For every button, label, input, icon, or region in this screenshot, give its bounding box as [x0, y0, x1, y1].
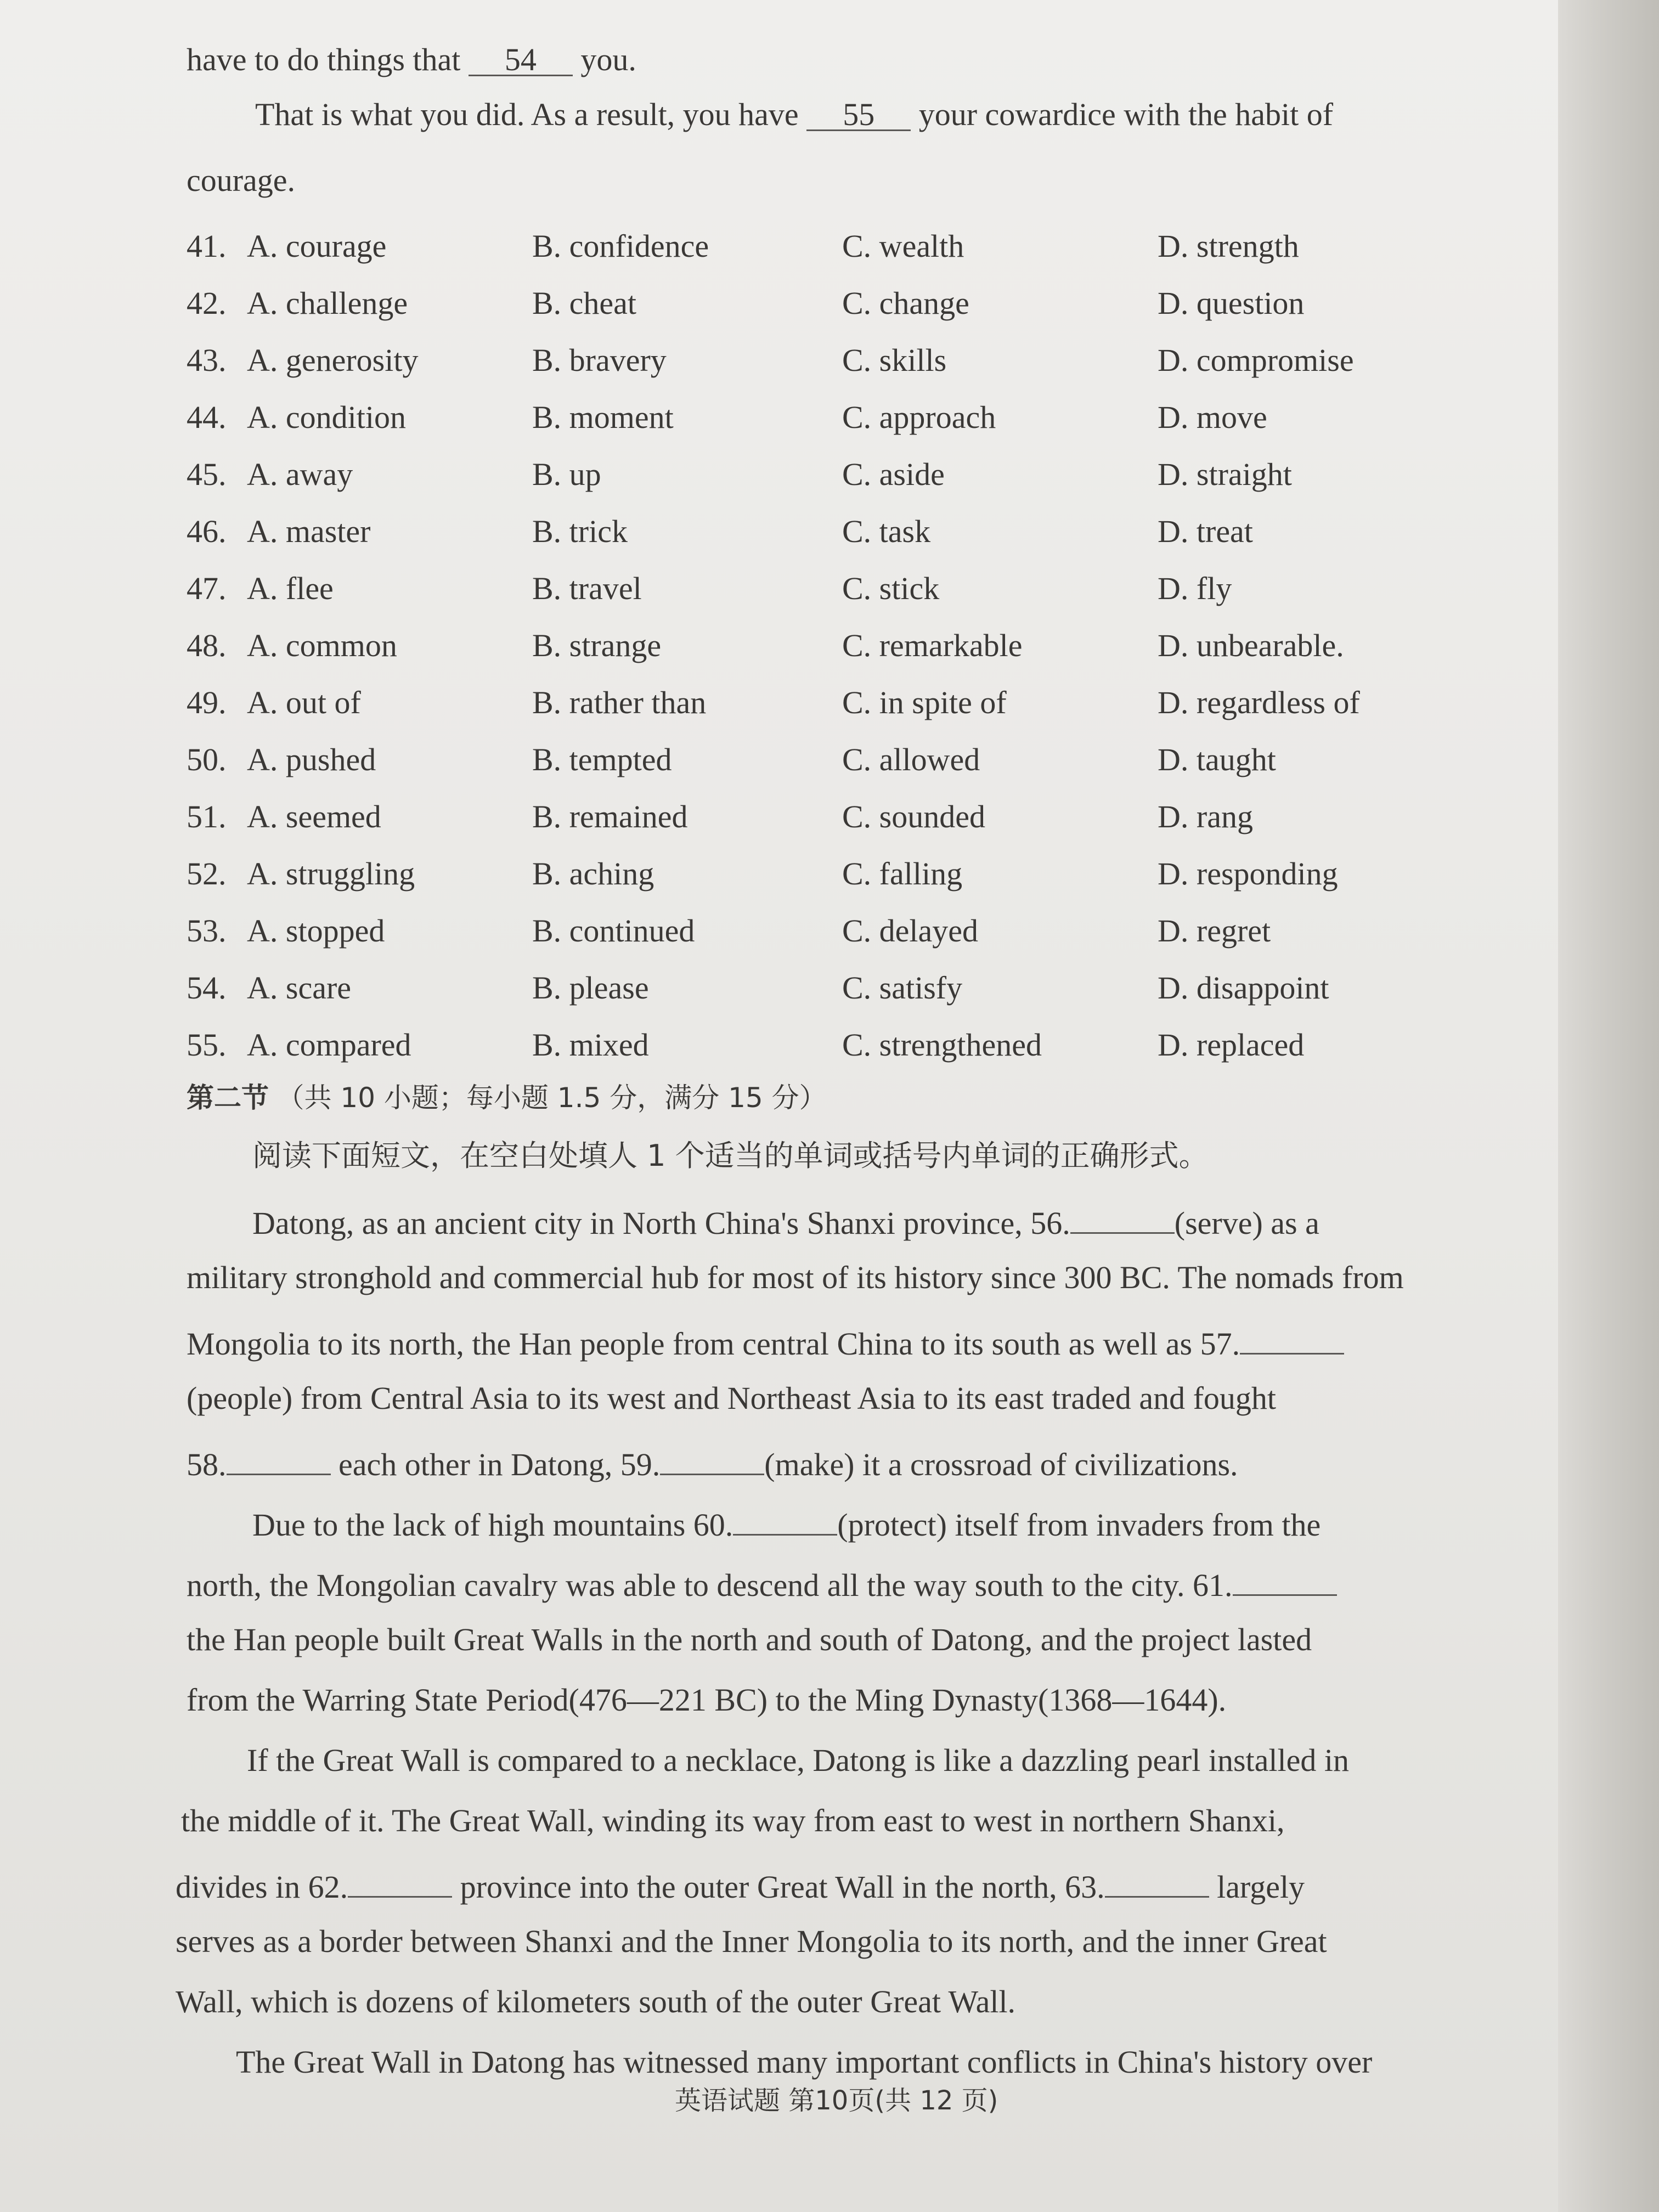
question-number: 47.: [187, 571, 227, 606]
option-row: [187, 456, 1503, 497]
option-b[interactable]: B. remained: [532, 799, 688, 834]
option-a[interactable]: A. generosity: [247, 342, 419, 378]
option-d[interactable]: D. treat: [1158, 514, 1253, 549]
option-b[interactable]: B. aching: [532, 856, 654, 891]
question-number: 44.: [187, 399, 227, 435]
question-number: 41.: [187, 228, 227, 264]
option-c[interactable]: C. sounded: [842, 799, 985, 834]
p3-line-1: If the Great Wall is compared to a necklace, Datong is like a dazzling pearl installed in: [247, 1742, 1349, 1778]
option-b[interactable]: B. tempted: [532, 742, 672, 777]
option-b[interactable]: B. trick: [532, 514, 628, 549]
option-b[interactable]: B. continued: [532, 913, 695, 949]
option-b[interactable]: B. confidence: [532, 228, 709, 264]
question-number: 48.: [187, 628, 227, 663]
option-d[interactable]: D. strength: [1158, 228, 1299, 264]
option-d[interactable]: D. disappoint: [1158, 970, 1329, 1006]
question-number: 46.: [187, 514, 227, 549]
option-d[interactable]: D. move: [1158, 399, 1267, 435]
option-d[interactable]: D. straight: [1158, 456, 1292, 492]
option-c[interactable]: C. satisfy: [842, 970, 963, 1006]
question-number: 50.: [187, 742, 227, 777]
section-header: 第二节 （共 10 小题；每小题 1.5 分，满分 15 分）: [187, 1082, 827, 1114]
option-c[interactable]: C. skills: [842, 342, 947, 378]
question-number: 54.: [187, 970, 227, 1006]
option-b[interactable]: B. strange: [532, 628, 662, 663]
option-a[interactable]: A. seemed: [247, 799, 381, 834]
option-a[interactable]: A. away: [247, 456, 353, 492]
p2-line-3: the Han people built Great Walls in the north and south of Datong, and the project lasted: [187, 1622, 1312, 1657]
option-d[interactable]: D. regardless of: [1158, 685, 1360, 720]
p1-line-1: Datong, as an ancient city in North China's Shanxi province, 56. (serve) as a: [252, 1201, 1319, 1239]
p1-line-2: military stronghold and commercial hub for most of its history since 300 BC. The nomads from: [187, 1260, 1404, 1295]
option-c[interactable]: C. delayed: [842, 913, 979, 949]
blank-62[interactable]: [348, 1865, 452, 1898]
question-number: 55.: [187, 1027, 227, 1063]
option-row: [187, 630, 1503, 668]
option-row: [187, 1029, 1503, 1068]
p2-line-4: from the Warring State Period(476—221 BC) to the Ming Dynasty(1368—1644).: [187, 1682, 1227, 1718]
option-a[interactable]: A. scare: [247, 970, 352, 1006]
option-d[interactable]: D. question: [1158, 285, 1305, 321]
option-c[interactable]: C. falling: [842, 856, 963, 891]
option-a[interactable]: A. out of: [247, 685, 361, 720]
p3-line-2: the middle of it. The Great Wall, winding its way from east to west in northern Shanxi,: [181, 1803, 1285, 1838]
option-b[interactable]: B. please: [532, 970, 649, 1006]
option-c[interactable]: C. wealth: [842, 228, 964, 264]
option-row: [187, 858, 1503, 896]
option-d[interactable]: D. unbearable.: [1158, 628, 1344, 663]
question-number: 45.: [187, 456, 227, 492]
option-row: [187, 801, 1503, 839]
option-b[interactable]: B. up: [532, 456, 601, 492]
option-d[interactable]: D. fly: [1158, 571, 1232, 606]
option-d[interactable]: D. taught: [1158, 742, 1276, 777]
blank-54[interactable]: 54: [469, 44, 573, 76]
option-d[interactable]: D. compromise: [1158, 342, 1354, 378]
blank-58[interactable]: [227, 1443, 331, 1475]
p1-line-4: (people) from Central Asia to its west and Northeast Asia to its east traded and fought: [187, 1380, 1277, 1416]
question-number: 42.: [187, 285, 227, 321]
option-row: [187, 342, 1503, 383]
option-a[interactable]: A. flee: [247, 571, 334, 606]
p4-line-1: The Great Wall in Datong has witnessed many important conflicts in China's history over: [236, 2044, 1373, 2080]
question-number: 49.: [187, 685, 227, 720]
option-a[interactable]: A. compared: [247, 1027, 411, 1063]
option-b[interactable]: B. rather than: [532, 685, 707, 720]
option-c[interactable]: C. strengthened: [842, 1027, 1042, 1063]
blank-59[interactable]: [660, 1443, 764, 1475]
option-row: [187, 744, 1503, 782]
option-d[interactable]: D. responding: [1158, 856, 1338, 891]
option-row: [187, 287, 1503, 326]
option-a[interactable]: A. struggling: [247, 856, 415, 891]
p2-line-1: Due to the lack of high mountains 60. (protect) itself from invaders from the: [252, 1503, 1321, 1541]
option-a[interactable]: A. condition: [247, 399, 406, 435]
option-c[interactable]: C. remarkable: [842, 628, 1023, 663]
option-row: [187, 972, 1503, 1011]
option-row: [187, 399, 1503, 440]
p3-line-5: Wall, which is dozens of kilometers south of the outer Great Wall.: [176, 1984, 1016, 2019]
p3-line-3: divides in 62. province into the outer Great Wall in the north, 63. largely: [176, 1865, 1305, 1903]
option-d[interactable]: D. replaced: [1158, 1027, 1305, 1063]
option-d[interactable]: D. rang: [1158, 799, 1253, 834]
option-a[interactable]: A. courage: [247, 228, 387, 264]
option-a[interactable]: A. stopped: [247, 913, 385, 949]
question-number: 53.: [187, 913, 227, 949]
option-c[interactable]: C. task: [842, 514, 931, 549]
passage-line-2: That is what you did. As a result, you have 55 your cowardice with the habit of: [255, 97, 1334, 132]
blank-55[interactable]: 55: [806, 99, 911, 131]
option-a[interactable]: A. common: [247, 628, 397, 663]
option-a[interactable]: A. master: [247, 514, 371, 549]
question-number: 51.: [187, 799, 227, 834]
p1-line-5: 58. each other in Datong, 59. (make) it a crossroad of civilizations.: [187, 1443, 1238, 1481]
p2-line-2: north, the Mongolian cavalry was able to descend all the way south to the city. 61.: [187, 1564, 1337, 1601]
passage-line-3: courage.: [187, 162, 296, 198]
option-row: [187, 915, 1503, 953]
option-b[interactable]: B. bravery: [532, 342, 667, 378]
option-row: [187, 687, 1503, 725]
option-c[interactable]: C. approach: [842, 399, 996, 435]
option-c[interactable]: C. stick: [842, 571, 940, 606]
option-c[interactable]: C. allowed: [842, 742, 980, 777]
option-row: [187, 573, 1503, 611]
option-d[interactable]: D. regret: [1158, 913, 1271, 949]
option-b[interactable]: B. cheat: [532, 285, 637, 321]
option-b[interactable]: B. moment: [532, 399, 674, 435]
page-footer: 英语试题 第10页(共 12 页): [675, 2085, 998, 2116]
option-c[interactable]: C. in spite of: [842, 685, 1007, 720]
option-row: [187, 516, 1503, 554]
option-b[interactable]: B. mixed: [532, 1027, 649, 1063]
passage-line-1: have to do things that 54 you.: [187, 42, 636, 77]
p1-line-3: Mongolia to its north, the Han people from central China to its south as well as 57.: [187, 1322, 1344, 1360]
blank-63[interactable]: [1105, 1865, 1209, 1898]
blank-56[interactable]: [1070, 1201, 1175, 1234]
question-number: 52.: [187, 856, 227, 891]
blank-57[interactable]: [1240, 1322, 1344, 1355]
option-a[interactable]: A. pushed: [247, 742, 376, 777]
p3-line-4: serves as a border between Shanxi and the Inner Mongolia to its north, and the inner Great: [176, 1923, 1327, 1959]
option-c[interactable]: C. change: [842, 285, 969, 321]
option-row: [187, 230, 1503, 269]
section-instructions: 阅读下面短文，在空白处填人 1 个适当的单词或括号内单词的正确形式。: [252, 1138, 1209, 1173]
page-edge-shadow: [1558, 0, 1659, 2212]
option-c[interactable]: C. aside: [842, 456, 945, 492]
option-b[interactable]: B. travel: [532, 571, 642, 606]
blank-60[interactable]: [733, 1503, 837, 1536]
question-number: 43.: [187, 342, 227, 378]
option-a[interactable]: A. challenge: [247, 285, 408, 321]
blank-61[interactable]: [1233, 1564, 1337, 1596]
